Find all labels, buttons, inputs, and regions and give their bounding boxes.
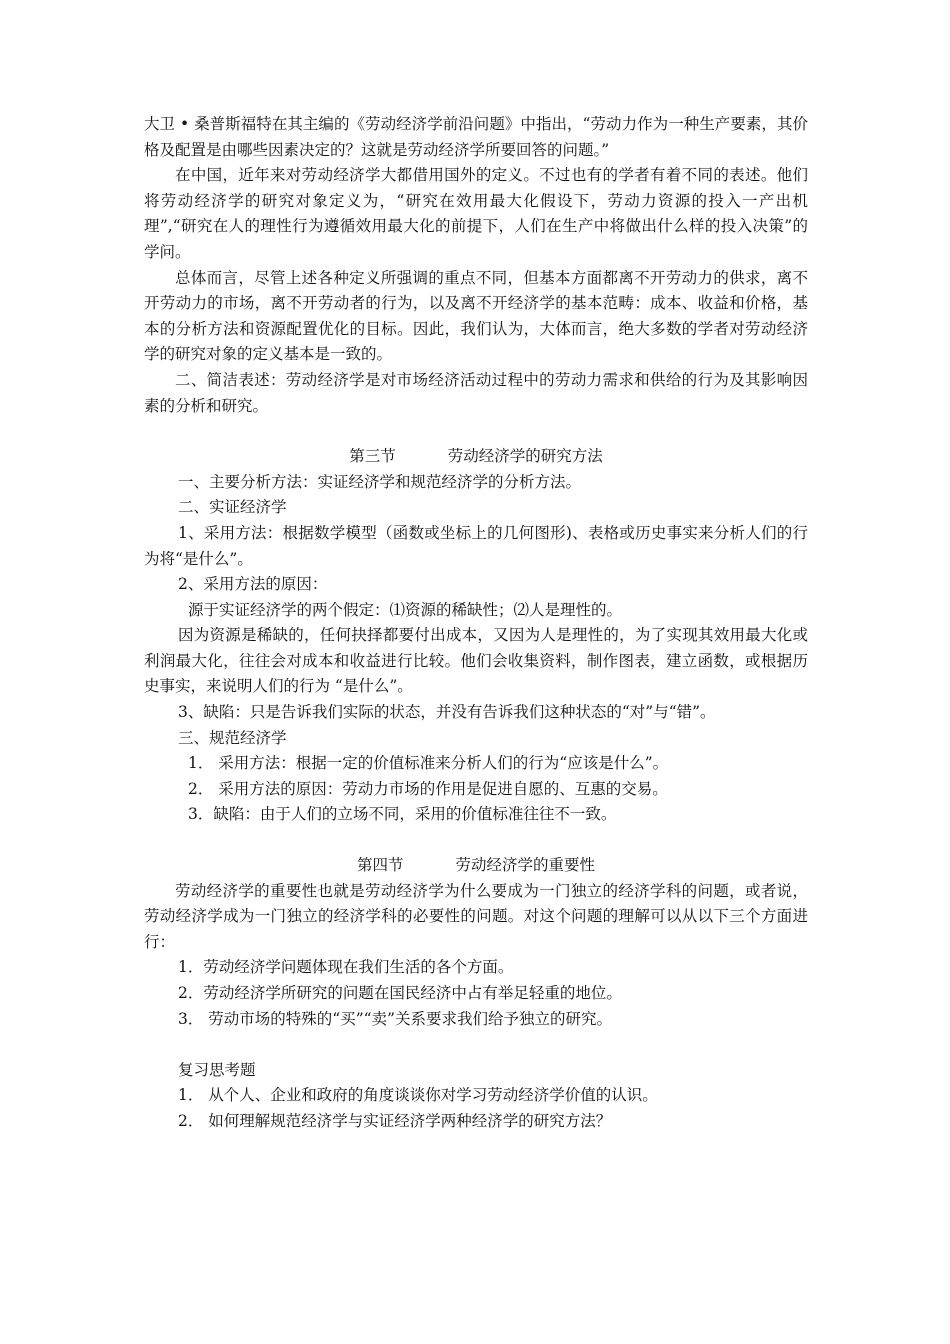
section3-title: 劳动经济学的研究方法 <box>447 447 603 466</box>
review-question-2: 2． 如何理解规范经济学与实证经济学两种经济学的研究方法？ <box>178 1111 612 1130</box>
section3-line-2: 二、实证经济学 <box>178 498 287 517</box>
document-page <box>144 112 808 1135</box>
intro-paragraph-1: 大卫 • 桑普斯福特在其主编的《劳动经济学前沿问题》中指出，“劳动力作为一种生产要素，其价格及配置是由哪些因素决定的？这就是劳动经济学所要回答的问题。” <box>144 115 808 159</box>
section4-label: 第四节 <box>356 856 404 875</box>
section3-label: 第三节 <box>349 447 396 466</box>
section4-paragraph: 劳动经济学的重要性也就是劳动经济学为什么要成为一门独立的经济学科的问题，或者说，劳动经济学成为一门独立的经济学科的必要性的问题。对这个问题的理解可以从以下三个方面进行： <box>144 881 808 951</box>
section3-line-7: 3、缺陷：只是告诉我们实际的状态，并没有告诉我们这种状态的“对”与“错”。 <box>178 703 716 722</box>
section3-line-3: 1、采用方法：根据数学模型（函数或坐标上的几何图形)、表格或历史事实来分析人们的行为将“是什么”。 <box>144 523 808 568</box>
section4-item-2: 2．劳动经济学所研究的问题在国民经济中占有举足轻重的地位。 <box>178 984 622 1002</box>
section4-item-3: 3． 劳动市场的特殊的“买”“卖”关系要求我们给予独立的研究。 <box>178 1009 612 1028</box>
section3-line-8: 三、规范经济学 <box>178 728 287 747</box>
section3-line-11: 3．缺陷：由于人们的立场不同，采用的价值标准往往不一致。 <box>188 805 617 824</box>
review-question-1: 1． 从个人、企业和政府的角度谈谈你对学习劳动经济学价值的认识。 <box>178 1086 658 1105</box>
section4-title: 劳动经济学的重要性 <box>455 856 596 875</box>
section3-heading <box>144 444 808 470</box>
section3-line-5: 源于实证经济学的两个假定：⑴资源的稀缺性；⑵人是理性的。 <box>188 600 623 619</box>
section3-line-10: 2． 采用方法的原因：劳动力市场的作用是促进自愿的、互惠的交易。 <box>188 779 668 798</box>
section3-line-4: 2、采用方法的原因： <box>178 575 328 594</box>
section3-line-6: 因为资源是稀缺的，任何抉择都要付出成本，又因为人是理性的，为了实现其效用最大化或利润最大化，往往会对成本和收益进行比较。他们会收集资料，制作图表，建立函数，或根据历史事实，来说明人们的行为 “是什么”。 <box>144 626 808 696</box>
section3-line-9: 1． 采用方法：根据一定的价值标准来分析人们的行为“应该是什么”。 <box>188 754 669 773</box>
section3-line-1: 一、主要分析方法：实证经济学和规范经济学的分析方法。 <box>178 472 582 491</box>
intro-paragraph-2: 在中国，近年来对劳动经济学大都借用国外的定义。不过也有的学者有着不同的表述。他们将劳动经济学的研究对象定义为，“研究在效用最大化假设下，劳动力资源的投入一产出机理”,“研究在人的理性行为遵循效用最大化的前提下，人们在生产中将做出什么样的投入决策”的学问。 <box>144 166 808 261</box>
intro-paragraph-4: 二、简洁表述：劳动经济学是对市场经济活动过程中的劳动力需求和供给的行为及其影响因素的分析和研究。 <box>144 370 808 415</box>
intro-paragraph-3: 总体而言，尽管上述各种定义所强调的重点不同，但基本方面都离不开劳动力的供求，离不开劳动力的市场，离不开劳动者的行为，以及离不开经济学的基本范畴：成本、收益和价格，基本的分析方法和资源配置优化的目标。因此，我们认为，大体而言，绝大多数的学者对劳动经济学的研究对象的定义基本是一致的。 <box>144 268 808 364</box>
section4-heading <box>144 853 808 879</box>
review-title: 复习思考题 <box>178 1060 256 1079</box>
section4-item-1: 1．劳动经济学问题体现在我们生活的各个方面。 <box>178 958 514 977</box>
